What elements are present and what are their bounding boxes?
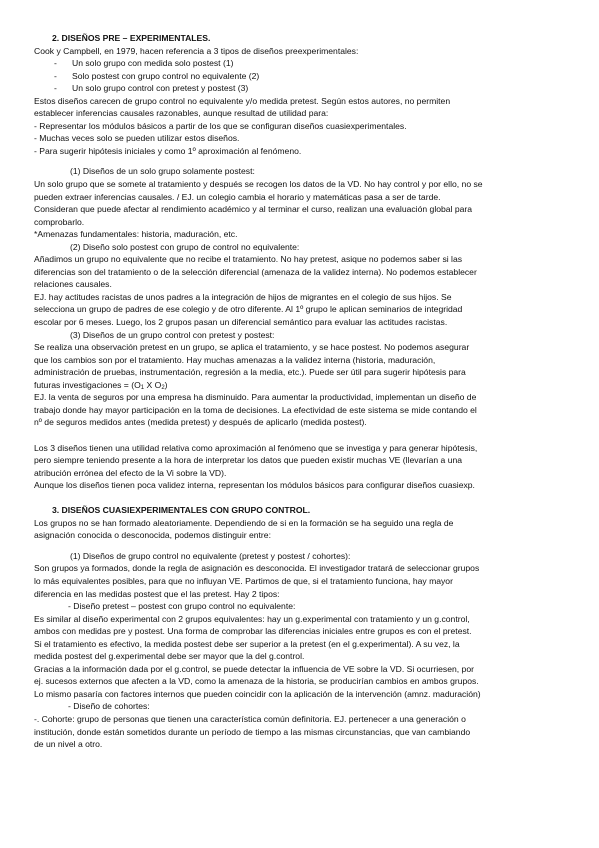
paragraph-line: establecer inferencias causales razonables, aunque resultad de utilidad para: bbox=[34, 108, 329, 119]
paragraph-line: - Muchas veces solo se pueden utilizar estos diseños. bbox=[34, 133, 240, 144]
list-item-text: Un solo grupo control con pretest y postest (3) bbox=[72, 83, 249, 94]
section-3-heading: 3. DISEÑOS CUASIEXPERIMENTALES CON GRUPO CONTROL. bbox=[52, 505, 311, 516]
paragraph-line: Estos diseños carecen de grupo control no equivalente y/o medida pretest. Según estos autores, no permiten bbox=[34, 95, 451, 106]
paragraph-line: que los cambios son por el tratamiento. Hay muchas amenazas a la validez interna (historia, maduración, bbox=[34, 354, 436, 365]
paragraph-line: - Para sugerir hipótesis iniciales y como 1º aproximación al fenómeno. bbox=[34, 145, 302, 156]
paragraph-line: medida postest del g.experimental debe ser mayor que la del g.control. bbox=[34, 651, 305, 662]
bullet-dash-icon: - bbox=[54, 58, 57, 69]
paragraph-line: de un nivel a otro. bbox=[34, 739, 103, 750]
paragraph-line: asignación conocida o desconocida, podemos distinguir entre: bbox=[34, 530, 271, 541]
paragraph-line: trabajo donde hay mayor participación en la toma de decisiones. La efectividad de este sistema se mide contando el bbox=[34, 404, 477, 415]
subsection-title: - Diseño pretest – postest con grupo control no equivalente: bbox=[68, 601, 296, 612]
subsection-title: (1) Diseños de un solo grupo solamente postest: bbox=[70, 166, 255, 177]
paragraph-line: Aunque los diseños tienen poca validez interna, representan los módulos básicos para configurar diseños cuasiexp. bbox=[34, 480, 475, 491]
bullet-dash-icon: - bbox=[54, 70, 57, 81]
section-2-intro: Cook y Campbell, en 1979, hacen referencia a 3 tipos de diseños preexperimentales: bbox=[34, 45, 359, 56]
subsection-title: (3) Diseños de un grupo control con pretest y postest: bbox=[70, 329, 275, 340]
paragraph-line: Si el tratamiento es efectivo, la medida postest debe ser superior a la pretest (en el g.experimental). A su vez, la bbox=[34, 638, 460, 649]
subsection-title: - Diseño de cohortes: bbox=[68, 701, 150, 712]
bullet-dash-icon: - bbox=[54, 83, 57, 94]
subsection-title: (2) Diseño solo postest con grupo de control no equivalente: bbox=[70, 241, 300, 252]
paragraph-line: selecciona un grupo de padres de ese colegio y de otro diferente. Al 1º grupo le aplican seminarios de integridad bbox=[34, 304, 463, 315]
paragraph-line: Lo mismo pasaría con factores internos que pueden coincidir con la aplicación de la intervención (amnz. maduración) bbox=[34, 688, 481, 699]
paragraph-line: Los 3 diseños tienen una utilidad relativa como aproximación al fenómeno que se investiga y para generar hipótesis, bbox=[34, 442, 478, 453]
list-item-text: Solo postest con grupo control no equivalente (2) bbox=[72, 70, 260, 81]
paragraph-line: escolar por 6 meses. Luego, los 2 grupos pasan un diferencial semántico para evaluar las actitudes racistas. bbox=[34, 317, 448, 328]
paragraph-line: diferencias son del tratamiento o de la selección diferencial (amenaza de la validez interna). No podemos establecer bbox=[34, 266, 477, 277]
paragraph-line: Añadimos un grupo no equivalente que no recibe el tratamiento. No hay pretest, asique no podemos saber si las bbox=[34, 254, 463, 265]
paragraph-line: pueden extraer inferencias causales. / EJ. un colegio cambia el horario y matemáticas pasa a ser de tarde. bbox=[34, 191, 441, 202]
paragraph-line: atribución errónea del efecto de la Vi sobre la VD). bbox=[34, 467, 227, 478]
paragraph-line: *Amenazas fundamentales: historia, maduración, etc. bbox=[34, 229, 238, 240]
paragraph-line: pero siempre teniendo presente a la hora de interpretar los datos que pueden existir muchas VE (llevarían a una bbox=[34, 455, 463, 466]
paragraph-line: ambos con medidas pre y postest. Una forma de comprobar las diferencias iniciales entre grupos es con el pretest. bbox=[34, 626, 472, 637]
paragraph-line: Los grupos no se han formado aleatoriamente. Dependiendo de si en la formación se ha seguido una regla de bbox=[34, 517, 454, 528]
subsection-title: (1) Diseños de grupo control no equivalente (pretest y postest / cohortes): bbox=[70, 550, 351, 561]
list-item bbox=[34, 82, 582, 95]
paragraph-line: administración de pruebas, instrumentación, regresión a la media, etc.). Puede ser útil para sugerir hipótesis para bbox=[34, 367, 466, 378]
paragraph-line: -. Cohorte: grupo de personas que tienen una característica común definitoria. EJ. pertenecer a una generación o bbox=[34, 713, 466, 724]
paragraph-line: Consideran que puede afectar al rendimiento académico y al terminar el curso, realizan una evaluación global para bbox=[34, 204, 473, 215]
paragraph-line: diferencia en las medidas postest que el las pretest. Hay 2 tipos: bbox=[34, 588, 280, 599]
paragraph-line: relaciones causales. bbox=[34, 279, 112, 290]
section-2-heading: 2. DISEÑOS PRE – EXPERIMENTALES. bbox=[52, 33, 211, 43]
paragraph-line: EJ. la venta de seguros por una empresa ha disminuido. Para aumentar la productividad, implementan un diseño de bbox=[34, 392, 477, 403]
paragraph-line: comprobarlo. bbox=[34, 216, 85, 227]
list-item-text: Un solo grupo con medida solo postest (1) bbox=[72, 58, 234, 69]
paragraph-line: - Representar los módulos básicos a partir de los que se configuran diseños cuasiexperimentales. bbox=[34, 120, 407, 131]
document-page bbox=[34, 32, 582, 751]
paragraph-line: Un solo grupo que se somete al tratamiento y después se recogen los datos de la VD. No hay control y por ello, no se bbox=[34, 179, 483, 190]
list-item bbox=[34, 57, 582, 70]
paragraph-line: institución, donde están sometidos durante un período de tiempo a las mismas circunstancias, que van cambiando bbox=[34, 726, 471, 737]
paragraph-line: EJ. hay actitudes racistas de unos padres a la integración de hijos de migrantes en el colegio de sus hijos. Se bbox=[34, 291, 452, 302]
paragraph-line: ej. sucesos externos que afecten a la VD, como la amenaza de la historia, se producirían cambios en ambos grupos. bbox=[34, 676, 479, 687]
formula-line: futuras investigaciones = ($O_1$ X $O_2$) bbox=[34, 379, 168, 391]
paragraph-line: Es similar al diseño experimental con 2 grupos equivalentes: hay un g.experimental con tratamiento y un g.control, bbox=[34, 613, 470, 624]
paragraph-line: nº de seguros medidos antes (medida pretest) y después de aplicarlo (medida postest). bbox=[34, 417, 367, 428]
paragraph-line: Gracias a la información dada por el g.control, se puede detectar la influencia de VE sobre la VD. Si ocurriesen, por bbox=[34, 663, 474, 674]
paragraph-line: Son grupos ya formados, donde la regla de asignación es desconocida. El investigador tratará de seleccionar grupos bbox=[34, 563, 480, 574]
paragraph-line: lo más equivalentes posibles, para que no influyan VE. Partimos de que, si el tratamiento funciona, hay mayor bbox=[34, 575, 453, 586]
paragraph-line: Se realiza una observación pretest en un grupo, se aplica el tratamiento, y se hace postest. No podemos asegurar bbox=[34, 342, 470, 353]
list-item bbox=[34, 70, 582, 83]
